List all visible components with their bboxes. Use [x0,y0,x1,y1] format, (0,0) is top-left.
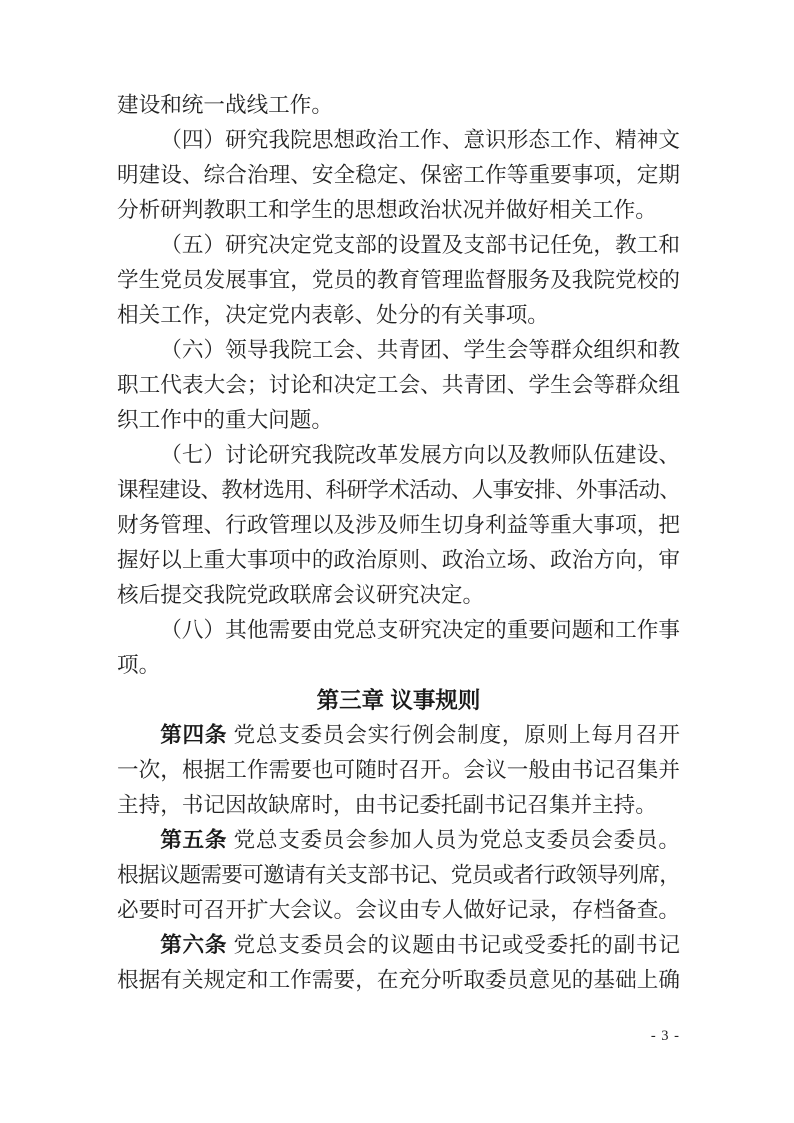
text-line [117,228,680,263]
text-line [117,963,680,998]
text-line [117,788,680,823]
page-number: - 3 - [650,1028,680,1044]
text-line [117,613,680,648]
text-run: 分析研判教职工和学生的思想政治状况并做好相关工作。 [117,198,657,222]
text-run: 课程建设、教材选用、科研学术活动、人事安排、外事活动、 [117,478,680,502]
text-run: （八）其他需要由党总支研究决定的重要问题和工作事 [160,618,680,642]
text-line [117,88,680,123]
text-line [117,193,680,228]
text-run: 党总支委员会的议题由书记或受委托的副书记 [227,933,680,957]
text-line [117,263,680,298]
text-run: （四）研究我院思想政治工作、意识形态工作、精神文 [160,128,680,152]
text-run: 党总支委员会参加人员为党总支委员会委员。 [227,828,680,852]
text-run: 核后提交我院党政联席会议研究决定。 [117,583,485,607]
text-run: 主持，书记因故缺席时，由书记委托副书记召集并主持。 [117,793,657,817]
text-line [117,823,680,858]
text-line [117,123,680,158]
text-line [117,473,680,508]
text-run: 根据议题需要可邀请有关支部书记、党员或者行政领导列席， [117,863,680,887]
chapter-heading [117,683,680,718]
text-run: （七）讨论研究我院改革发展方向以及教师队伍建设、 [160,443,680,467]
text-run: 一次，根据工作需要也可随时召开。会议一般由书记召集并 [117,758,680,782]
text-line [117,438,680,473]
text-run: 织工作中的重大问题。 [117,408,333,432]
text-run: 职工代表大会；讨论和决定工会、共青团、学生会等群众组 [117,373,680,397]
bold-run: 第六条 [160,933,228,957]
text-line [117,543,680,578]
text-line [117,368,680,403]
text-run: 根据有关规定和工作需要，在充分听取委员意见的基础上确 [117,968,680,992]
text-line [117,648,680,683]
text-line [117,508,680,543]
text-run: （六）领导我院工会、共青团、学生会等群众组织和教 [160,338,680,362]
text-line [117,753,680,788]
text-line [117,928,680,963]
text-run: 建设和统一战线工作。 [117,93,333,117]
bold-run: 第三章 议事规则 [316,688,481,713]
text-run: 党总支委员会实行例会制度，原则上每月召开 [227,723,680,747]
text-line [117,578,680,613]
document-text-block [117,88,680,998]
text-run: 项。 [117,653,161,677]
text-run: 明建设、综合治理、安全稳定、保密工作等重要事项，定期 [117,163,680,187]
text-run: 相关工作，决定党内表彰、处分的有关事项。 [117,303,549,327]
text-line [117,858,680,893]
text-run: 财务管理、行政管理以及涉及师生切身利益等重大事项，把 [117,513,680,537]
text-run: 必要时可召开扩大会议。会议由专人做好记录，存档备查。 [117,898,680,922]
text-line [117,298,680,333]
bold-run: 第四条 [160,723,228,747]
text-line [117,893,680,928]
text-line [117,333,680,368]
text-run: 学生党员发展事宜，党员的教育管理监督服务及我院党校的 [117,268,680,292]
text-run: （五）研究决定党支部的设置及支部书记任免，教工和 [160,233,680,257]
text-line [117,718,680,753]
text-run: 握好以上重大事项中的政治原则、政治立场、政治方向，审 [117,548,680,572]
bold-run: 第五条 [160,828,228,852]
text-line [117,158,680,193]
text-line [117,403,680,438]
